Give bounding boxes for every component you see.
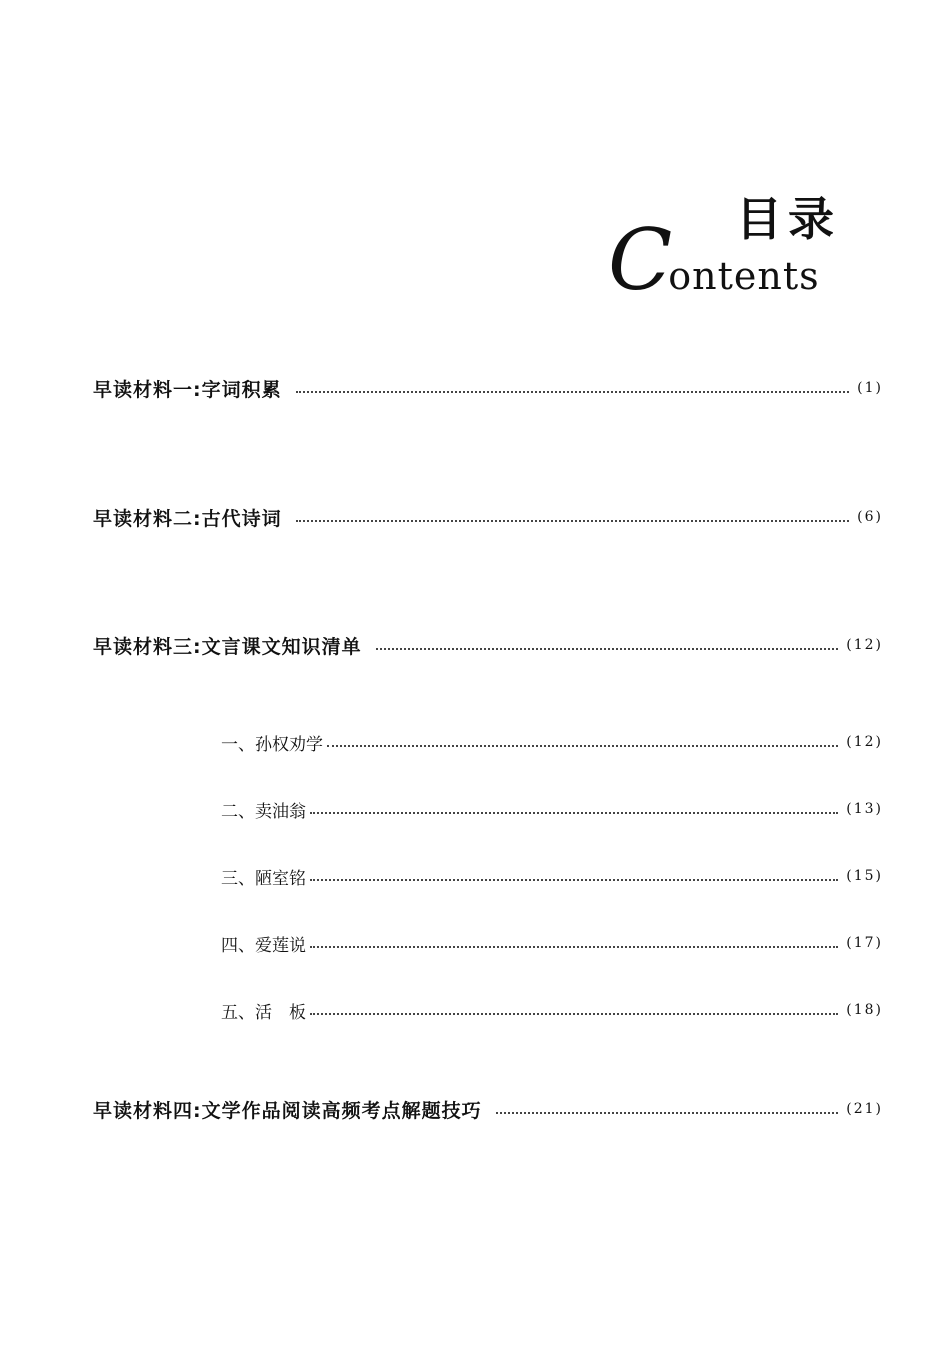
toc-subentry-title: 三、陋室铭 [221,868,306,889]
toc-entry-material-4[interactable] [93,1094,883,1124]
toc-subentry-page: (15) [846,868,883,884]
toc-entry-material-2[interactable] [93,502,883,532]
toc-subentry-title: 一、孙权劝学 [221,734,323,755]
dot-leader [310,879,838,881]
dot-leader [310,812,838,814]
toc-entry-page: (6) [857,509,883,525]
toc-subentry-page: (18) [846,1002,883,1018]
toc-entry-title: 早读材料二:古代诗词 [93,507,282,530]
toc-entry-title: 早读材料四:文学作品阅读高频考点解题技巧 [93,1099,482,1122]
toc-subentry-title: 四、爱莲说 [221,935,306,956]
dot-leader [310,946,838,948]
toc-subentry-4[interactable] [221,930,883,956]
toc-entry-page: (21) [846,1101,883,1117]
toc-entry-title: 早读材料三:文言课文知识清单 [93,635,362,658]
page-title-initial: C [608,211,669,309]
toc-subentry-5[interactable] [221,997,883,1023]
dot-leader [310,1013,838,1015]
toc-subentry-3[interactable] [221,863,883,889]
dot-leader [296,520,850,522]
toc-entry-material-1[interactable] [93,373,883,403]
page-title-rest: ontents [668,254,820,298]
toc-entry-material-3[interactable] [93,630,883,660]
page-title-chinese: 目录 [736,192,840,246]
toc-subentry-title: 二、卖油翁 [221,801,306,822]
toc-subentry-title: 五、活 板 [221,1002,306,1023]
toc-entry-title: 早读材料一:字词积累 [93,378,282,401]
dot-leader [376,648,839,650]
toc-subentry-1[interactable] [221,729,883,755]
toc-subentry-page: (12) [846,734,883,750]
toc-subentry-page: (17) [846,935,883,951]
dot-leader [496,1112,839,1114]
toc-entry-page: (1) [857,380,883,396]
toc-subentry-page: (13) [846,801,883,817]
toc-subentry-2[interactable] [221,796,883,822]
dot-leader [296,391,850,393]
dot-leader [327,745,838,747]
toc-entry-page: (12) [846,637,883,653]
